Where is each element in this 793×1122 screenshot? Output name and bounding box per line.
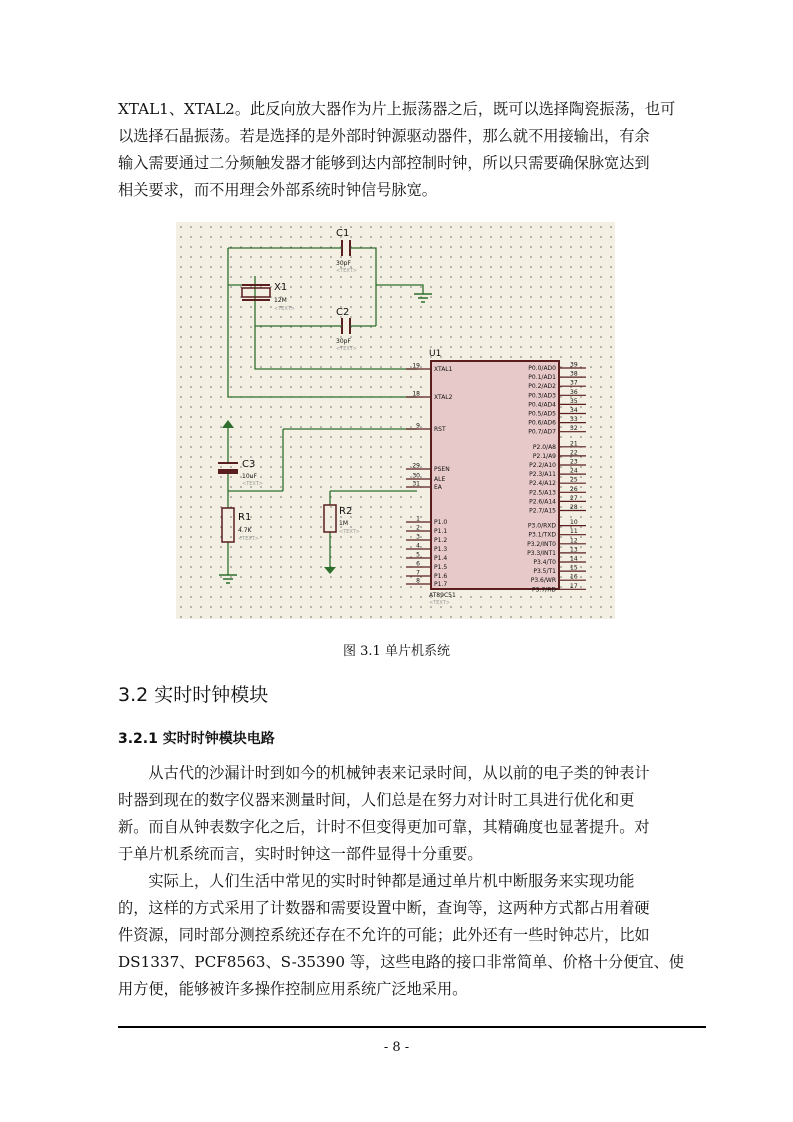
pin-name: RST	[434, 426, 446, 433]
pin-number: 26	[570, 485, 578, 493]
pin-name: XTAL2	[434, 394, 453, 401]
c1-value: 30pF	[336, 260, 351, 267]
figure-caption: 图 3.1 单片机系统	[343, 644, 450, 659]
pin-name: P3.2/INT0	[527, 540, 556, 548]
pin-name: P2.7/A15	[529, 507, 556, 515]
pin-number: 36	[570, 388, 578, 396]
text-line: XTAL1、XTAL2。此反向放大器作为片上振荡器之后，既可以选择陶瓷振荡，也可	[118, 100, 676, 118]
pin-number: 14	[570, 555, 578, 563]
text-line: 的，这样的方式采用了计数器和需要设置中断，查询等，这两种方式都占用着硬	[118, 899, 650, 917]
c2-text: <TEXT>	[336, 346, 357, 352]
pin-number: 16	[570, 573, 578, 581]
c2-label: C2	[336, 307, 350, 318]
pin-number: 23	[570, 458, 578, 466]
pin-name: P2.0/A8	[532, 443, 556, 451]
text-line: 于单片机系统而言，实时时钟这一部件显得十分重要。	[118, 845, 483, 863]
pin-number: 10	[570, 519, 578, 527]
page-number: - 8 -	[383, 1040, 410, 1055]
pin-name: P1.0	[434, 519, 448, 526]
pin-number: 12	[570, 537, 578, 545]
r1-text: <TEXT>	[238, 536, 259, 542]
pin-name: P1.2	[434, 537, 448, 544]
intro-paragraph	[118, 96, 678, 204]
text-line: 以选择石晶振荡。若是选择的是外部时钟源驱动器件，那么就不用接输出，有余	[118, 127, 650, 145]
pin-name: P3.4/T0	[533, 559, 556, 566]
pin-number: 13	[570, 546, 578, 554]
r1-value: 4.7K	[238, 527, 252, 534]
pin-name: P0.5/AD5	[528, 410, 556, 418]
subsection-heading: 3.2.1 实时时钟模块电路	[118, 731, 275, 747]
text-line: 件资源，同时部分测控系统还存在不允许的可能；此外还有一些时钟芯片，比如	[118, 926, 650, 944]
pin-number: 29	[412, 462, 420, 470]
pin-number: 21	[570, 440, 578, 448]
pin-name: P0.2/AD2	[528, 383, 556, 391]
pin-name: P1.5	[434, 564, 448, 571]
pin-number: 19	[412, 362, 420, 370]
c1-text: <TEXT>	[336, 268, 357, 274]
pin-number: 5	[416, 551, 420, 559]
c3-label: C3	[242, 459, 256, 470]
pin-number: 3	[416, 533, 420, 541]
pin-number: 37	[570, 379, 578, 387]
pin-name: P1.3	[434, 546, 448, 553]
pin-number: 2	[416, 524, 420, 532]
circuit-figure	[176, 222, 615, 619]
pin-number: 9	[416, 422, 420, 430]
pin-number: 33	[570, 416, 578, 424]
pin-name: P3.1/TXD	[528, 531, 556, 539]
r2-value: 1M	[339, 520, 348, 527]
pin-name: P0.7/AD7	[528, 428, 556, 436]
r2-text: <TEXT>	[339, 529, 360, 535]
text-line: 实际上，人们生活中常见的实时时钟都是通过单片机中断服务来实现功能	[118, 872, 635, 890]
c3-text: <TEXT>	[242, 481, 263, 487]
pin-name: P3.7/RD	[532, 586, 556, 594]
r1-label: R1	[238, 512, 252, 523]
pin-number: 4	[416, 542, 420, 550]
pin-name: P1.1	[434, 528, 448, 535]
pin-name: XTAL1	[434, 366, 453, 373]
chip-u1	[406, 349, 586, 606]
pin-name: P2.3/A11	[529, 471, 556, 479]
text-line: DS1337、PCF8563、S-35390 等，这些电路的接口非常简单、价格十分便宜、使	[118, 953, 684, 971]
pin-name: ALE	[434, 476, 446, 483]
pin-number: 1	[416, 515, 420, 523]
pin-number: 22	[570, 449, 578, 457]
pin-name: P2.4/A12	[529, 480, 556, 488]
pin-number: 30	[412, 472, 420, 480]
x1-text: <TEXT>	[274, 306, 295, 312]
pin-name: P0.4/AD4	[528, 401, 556, 409]
pin-name: P0.0/AD0	[528, 365, 556, 372]
pin-number: 6	[416, 560, 420, 568]
text-line: 从古代的沙漏计时到如今的机械钟表来记录时间，从以前的电子类的钟表计	[118, 764, 650, 782]
pin-number: 18	[412, 390, 420, 398]
c3-value: 10uF	[242, 473, 257, 480]
pin-name: P3.3/INT1	[527, 549, 556, 557]
pin-number: 7	[416, 569, 420, 577]
pin-name: P2.5/A13	[529, 489, 556, 497]
text-line: 时器到现在的数字仪器来测量时间，人们总是在努力对计时工具进行优化和更	[118, 791, 635, 809]
pin-number: 15	[570, 564, 578, 572]
text-line: 新。而自从钟表数字化之后，计时不但变得更加可靠，其精确度也显著提升。对	[118, 818, 650, 836]
pin-name: PSEN	[434, 466, 450, 473]
pin-name: P2.6/A14	[529, 498, 556, 506]
footer-rule	[118, 1026, 706, 1028]
pin-number: 11	[570, 528, 578, 536]
text-line: 相关要求，而不用理会外部系统时钟信号脉宽。	[118, 181, 437, 199]
text-line: 输入需要通过二分频触发器才能够到达内部控制时钟，所以只需要确保脉宽达到	[118, 154, 650, 172]
pin-number: 27	[570, 494, 578, 502]
r2-label: R2	[339, 506, 353, 517]
pin-number: 8	[416, 577, 420, 585]
pin-number: 35	[570, 397, 578, 405]
pin-number: 17	[570, 582, 578, 590]
pin-name: P1.7	[434, 581, 448, 588]
pin-name: P2.2/A10	[529, 462, 556, 469]
pin-name: P0.3/AD3	[528, 392, 556, 400]
pin-name: P0.1/AD1	[528, 374, 556, 382]
section-heading: 3.2 实时时钟模块	[118, 684, 269, 706]
pin-name: P1.4	[434, 555, 448, 562]
pin-name: P1.6	[434, 573, 448, 580]
pin-number: 34	[570, 407, 578, 414]
pin-number: 24	[570, 467, 578, 475]
body-paragraph	[118, 868, 684, 1003]
pin-number: 28	[570, 504, 578, 511]
pin-name: P0.6/AD6	[528, 419, 556, 427]
body-paragraph	[118, 760, 678, 868]
pin-number: 32	[570, 425, 578, 433]
x1-label: X1	[274, 282, 288, 293]
c2-value: 30pF	[336, 338, 351, 345]
pin-name: P3.0/RXD	[527, 522, 556, 530]
pin-name: P3.5/T1	[533, 568, 556, 576]
pin-name: P3.6/WR	[530, 577, 556, 585]
x1-value: 12M	[274, 297, 287, 304]
circuit-schematic	[176, 222, 615, 619]
pin-name: EA	[434, 484, 442, 491]
pin-name: P2.1/A9	[532, 452, 556, 460]
text-line: 用方便，能够被许多操作控制应用系统广泛地采用。	[118, 980, 468, 998]
u1-text: <TEXT>	[429, 600, 450, 606]
pin-number: 25	[570, 476, 578, 484]
pin-number: 39	[570, 361, 578, 369]
c1-label: C1	[336, 228, 350, 239]
u1-label: U1	[429, 349, 442, 359]
pin-number: 38	[570, 370, 578, 378]
u1-part: AT89C51	[429, 592, 456, 599]
pin-number: 31	[412, 480, 420, 488]
